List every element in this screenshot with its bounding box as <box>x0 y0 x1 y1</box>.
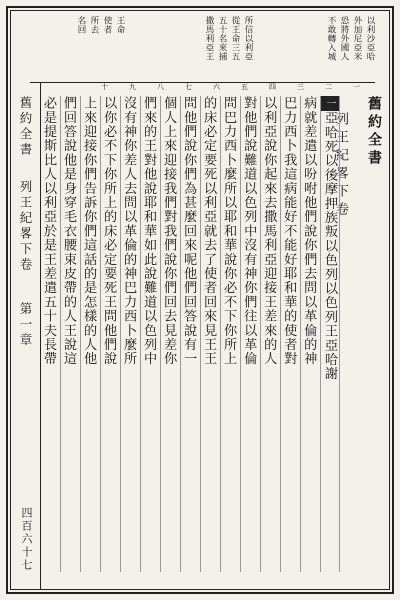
text-column: 們回答說他是身穿毛衣腰束皮帶的人王說這 <box>60 96 77 572</box>
text-column: 問巴力西卜麼所以耶和華說你必不下你所上 <box>220 96 237 572</box>
text-column: 以利亞說你起來去撒馬利亞迎接王差來的人 <box>260 96 277 572</box>
text-column: 們來的王對他說耶和華如此說難道以色列中 <box>140 96 157 572</box>
commentary-line: 不敢轉入城 <box>326 16 336 61</box>
column-number: 十 <box>101 83 108 91</box>
text-column: 病就差遣以吩咐他們說你們去問以革倫的神 <box>300 96 317 572</box>
commentary-left <box>76 16 125 82</box>
column-number: 四 <box>269 83 276 91</box>
book-title: 舊約全書 <box>366 96 382 168</box>
column-number: 一 <box>353 83 360 91</box>
column-number: 八 <box>157 83 164 91</box>
text-column: 對他們說難道以色列中沒有神你們往以革倫 <box>240 96 257 572</box>
column-number: 二 <box>325 83 332 91</box>
text-column: 上來迎接你們告訴你們這話的是怎樣的人他 <box>80 96 97 572</box>
commentary-line: 恐將外國人 <box>339 16 349 61</box>
page-number: 四百六十七 <box>20 507 33 572</box>
text-column: 個人上來迎接我們對我們說你們回去見差你 <box>160 96 177 572</box>
commentary-line: 名回 <box>76 16 86 34</box>
commentary-line: 使者 <box>102 16 112 34</box>
text-column <box>320 96 340 572</box>
commentary-line: 外加尼亞米 <box>352 16 362 61</box>
main-text <box>40 96 340 572</box>
column-number: 七 <box>185 83 192 91</box>
column-number: 三 <box>297 83 304 91</box>
commentary-line: 所去 <box>89 16 99 34</box>
spine-book-title: 舊約全書 <box>18 96 33 158</box>
column-number: 六 <box>213 83 220 91</box>
commentary-line: 以利沙亞哈 <box>365 16 375 61</box>
verse-number-marker: 一 <box>320 96 339 111</box>
spine-chapter: 第一章 <box>18 302 33 349</box>
commentary-line: 王命 <box>115 16 125 34</box>
commentary-line: 撒馬利亞王 <box>204 16 214 61</box>
text-column: 的床必定要死以利亞就去了使者回來見王王 <box>200 96 217 572</box>
text-column: 問他們說你們為甚麼回來呢他們回答說有一 <box>180 96 197 572</box>
text-column: 巴力西卜我這病能好不能好耶和華的使者對 <box>280 96 297 572</box>
commentary-line: 所信以利亞 <box>243 16 253 61</box>
text-column: 以你必不下你所上的床必定要死王問他們說 <box>100 96 117 572</box>
text-run: 亞哈死以後摩押族叛以色列以色列王亞哈謝 <box>322 111 337 381</box>
commentary-line: 五十名來捕 <box>217 16 227 61</box>
section-title: 列王紀畧下卷 <box>333 112 348 220</box>
page-spine <box>10 82 41 590</box>
commentary-line: 從王命三五 <box>230 16 240 61</box>
column-number: 九 <box>129 83 136 91</box>
commentary-middle <box>204 16 253 82</box>
column-number: 五 <box>241 83 248 91</box>
text-column: 沒有神你差人去問以革倫的神巴力西卜麼所 <box>120 96 137 572</box>
commentary-right <box>326 16 375 82</box>
text-column: 必是提斯比人以利亞於是王差遣五十夫長帶 <box>40 96 57 572</box>
spine-section-title: 列王紀畧下卷 <box>18 180 33 273</box>
commentary-header <box>30 16 375 83</box>
